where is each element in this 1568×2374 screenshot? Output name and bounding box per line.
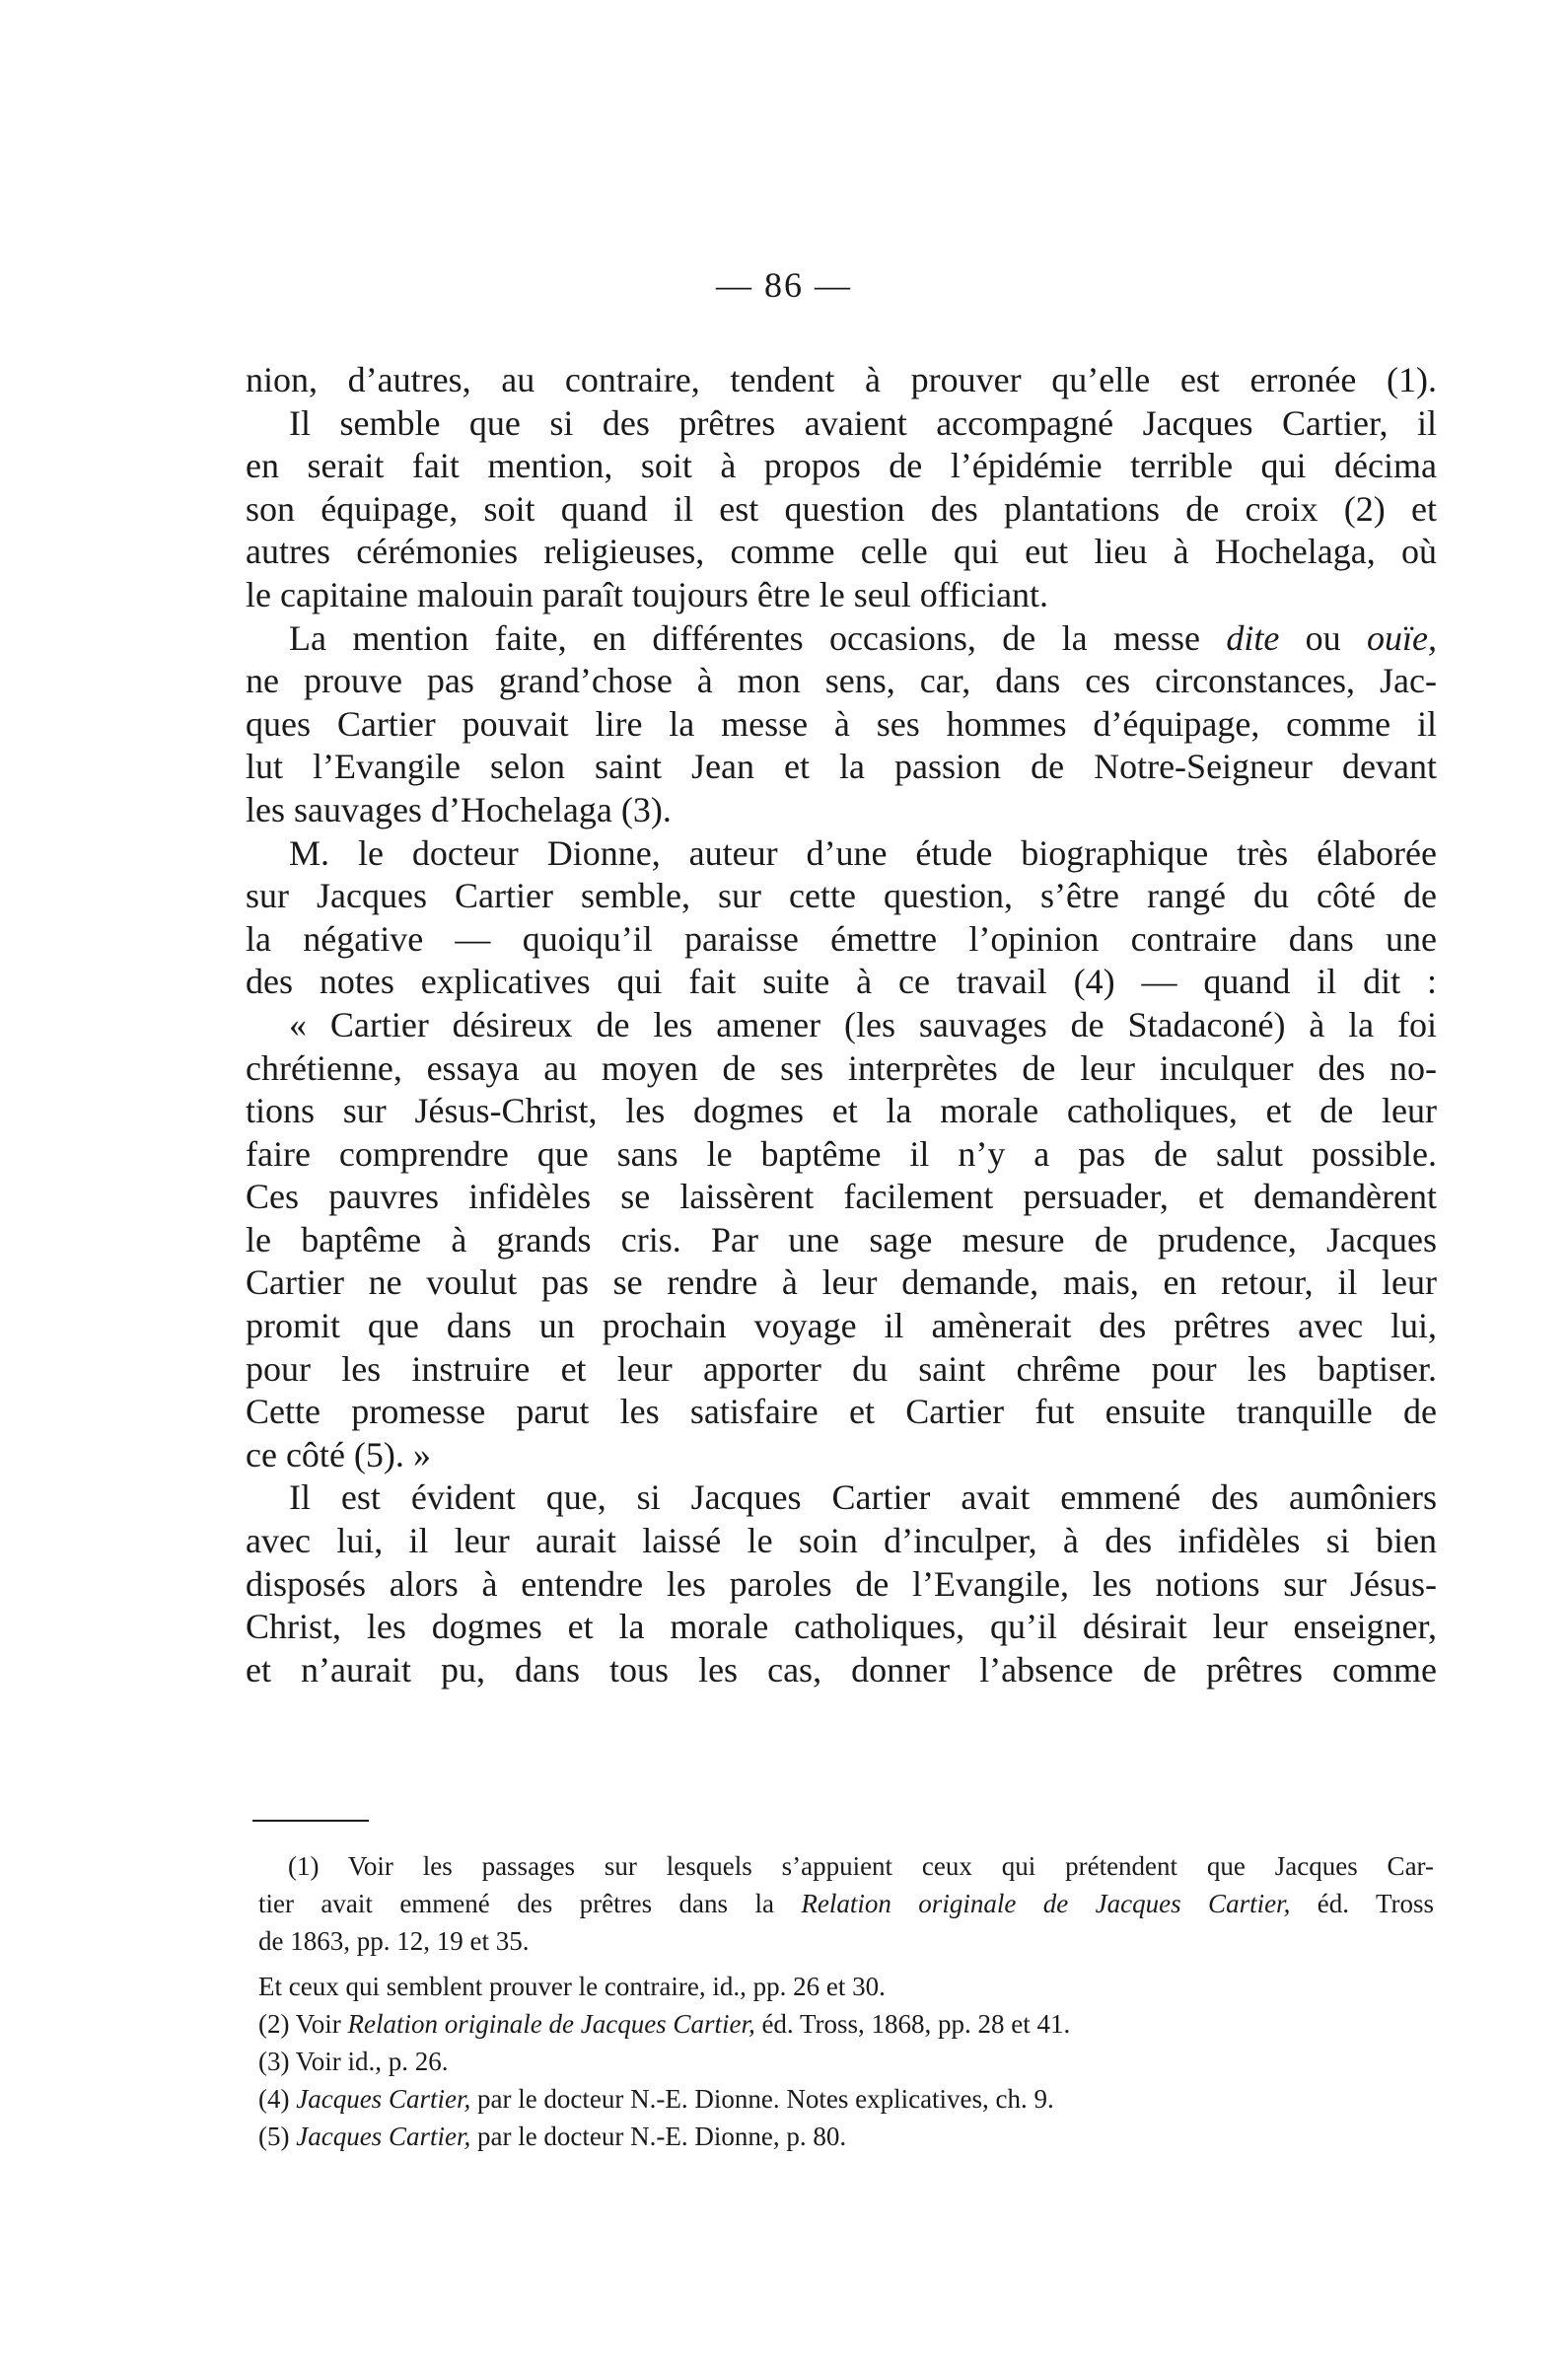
- body-line: lut l’Evangile selon saint Jean et la passion de Notre-Seigneur devant: [246, 747, 1437, 787]
- footnote-text: (2) Voir: [258, 2009, 348, 2039]
- page-number: — 86 —: [716, 265, 852, 305]
- body-line: nion, d’autres, au contraire, tendent à prouver qu’elle est erronée (1).: [246, 360, 1437, 399]
- footnote-title: Relation originale de Jacques Cartier,: [801, 1889, 1291, 1918]
- body-line: le baptême à grands cris. Par une sage mesure de prudence, Jacques: [246, 1219, 1437, 1259]
- footnote-title: Jacques Cartier,: [296, 2122, 471, 2151]
- body-line: Cartier ne voulut pas se rendre à leur demande, mais, en retour, il leur: [246, 1262, 1437, 1303]
- body-line: avec lui, il leur aurait laissé le soin d’inculper, à des infidèles si bien: [246, 1521, 1437, 1561]
- body-line: autres cérémonies religieuses, comme celle qui eut lieu à Hochelaga, où: [246, 532, 1437, 572]
- footnote-divider: [252, 1820, 369, 1822]
- footnote-1-addendum: Et ceux qui semblent prouver le contraire, id., pp. 26 et 30.: [258, 1972, 886, 2001]
- body-line: en serait fait mention, soit à propos de l’épidémie terrible qui décima: [246, 446, 1437, 486]
- body-line: pour les instruire et leur apporter du saint chrême pour les baptiser.: [246, 1348, 1437, 1389]
- footnote-1-continued: [258, 1885, 1434, 1922]
- footnote-text: par le docteur N.-E. Dionne, p. 80.: [470, 2122, 847, 2151]
- footnotes: [258, 1847, 1434, 2155]
- body-line: Cette promesse parut les satisfaire et Cartier fut ensuite tranquille de: [246, 1392, 1437, 1432]
- body-line: M. le docteur Dionne, auteur d’une étude biographique très élaborée: [289, 832, 1437, 873]
- footnote-title: Jacques Cartier,: [296, 2084, 471, 2114]
- body-line: tions sur Jésus-Christ, les dogmes et la morale catholiques, et de leur: [246, 1091, 1437, 1131]
- footnote-1-continued: de 1863, pp. 12, 19 et 35.: [258, 1926, 530, 1956]
- body-line: son équipage, soit quand il est question des plantations de croix (2) et: [246, 488, 1437, 529]
- footnote-3: (3) Voir id., p. 26.: [258, 2047, 449, 2076]
- footnote-text: tier avait emmené des prêtres dans la: [258, 1889, 802, 1918]
- body-line: Christ, les dogmes et la morale catholiques, qu’il désirait leur enseigner,: [246, 1607, 1437, 1647]
- body-line: les sauvages d’Hochelaga (3).: [246, 789, 672, 829]
- footnote-text: éd. Tross: [1290, 1889, 1434, 1918]
- body-line: la négative — quoiqu’il paraisse émettre l’opinion contraire dans une: [246, 918, 1437, 959]
- footnote-text: par le docteur N.-E. Dionne. Notes explicatives, ch. 9.: [470, 2084, 1054, 2114]
- body-line-emphasis: [246, 617, 1437, 661]
- body-line: sur Jacques Cartier semble, sur cette question, s’être rangé du côté de: [246, 876, 1437, 916]
- body-line: La mention faite, en différentes occasions, de la messe: [289, 617, 1200, 658]
- body-line: le capitaine malouin paraît toujours être le seul officiant.: [246, 574, 1049, 614]
- body-line: Il est évident que, si Jacques Cartier avait emmené des aumôniers: [289, 1477, 1437, 1518]
- body-line: « Cartier désireux de les amener (les sauvages de Stadaconé) à la foi: [289, 1004, 1437, 1044]
- body-line: ques Cartier pouvait lire la messe à ses hommes d’équipage, comme il: [246, 703, 1437, 744]
- footnote-text: (5): [258, 2122, 297, 2151]
- emphasis-ouie: ouïe,: [1367, 617, 1438, 658]
- emphasis-dite: dite: [1226, 617, 1280, 658]
- body-line: promit que dans un prochain voyage il amènerait des prêtres avec lui,: [246, 1306, 1437, 1346]
- body-line: faire comprendre que sans le baptême il n’y a pas de salut possible.: [246, 1133, 1437, 1174]
- footnote-title: Relation originale de Jacques Cartier,: [347, 2009, 755, 2039]
- body-line: ne prouve pas grand’chose à mon sens, car, dans ces circonstances, Jac-: [246, 661, 1437, 701]
- body-line: disposés alors à entendre les paroles de l’Evangile, les notions sur Jésus-: [246, 1563, 1437, 1604]
- footnote-4: [258, 2080, 1434, 2118]
- body-line: chrétienne, essaya au moyen de ses interprètes de leur inculquer des no-: [246, 1047, 1437, 1088]
- body-line: ce côté (5). »: [246, 1434, 431, 1475]
- footnote-1: (1) Voir les passages sur lesquels s’appuient ceux qui prétendent que Jacques Car-: [288, 1851, 1434, 1881]
- body-line: Ces pauvres infidèles se laissèrent facilement persuader, et demandèrent: [246, 1177, 1437, 1217]
- footnote-2: [258, 2005, 1434, 2043]
- footnote-text: (4): [258, 2084, 297, 2114]
- footnote-5: [258, 2118, 1434, 2155]
- emphasis-or: ou: [1305, 617, 1341, 658]
- footnote-text: éd. Tross, 1868, pp. 28 et 41.: [754, 2009, 1071, 2039]
- body-text: [246, 359, 1437, 1691]
- body-line: Il semble que si des prêtres avaient accompagné Jacques Cartier, il: [289, 402, 1437, 443]
- body-line: des notes explicatives qui fait suite à ce travail (4) — quand il dit :: [246, 962, 1437, 1002]
- body-line: et n’aurait pu, dans tous les cas, donner l’absence de prêtres comme: [246, 1649, 1437, 1690]
